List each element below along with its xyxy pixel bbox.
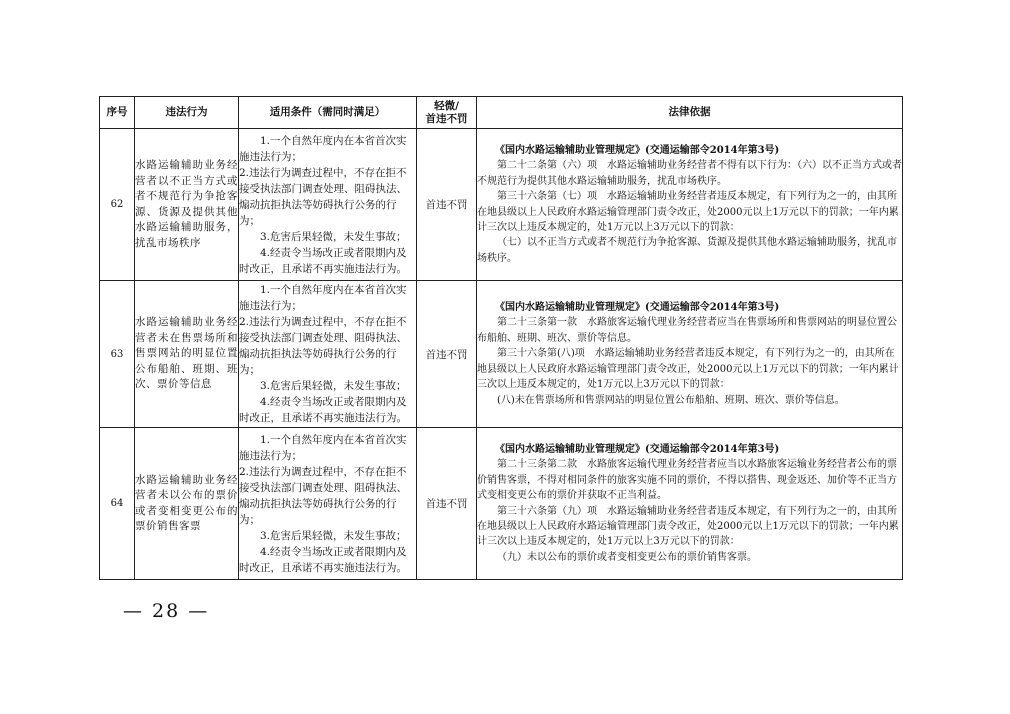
- penalty-type: 首违不罚: [417, 428, 477, 580]
- header-basis: 法律依据: [477, 97, 903, 129]
- row-number: 63: [100, 281, 135, 428]
- condition-item: 4.经责令当场改正或者限期内及时改正，且承诺不再实施违法行为。: [239, 246, 407, 275]
- table-row: [100, 129, 903, 281]
- row-number: 64: [100, 428, 135, 580]
- condition-item: 1.一个自然年度内在本省首次实施违法行为；: [239, 134, 407, 163]
- penalty-type: 首违不罚: [417, 281, 477, 428]
- legal-basis: [477, 129, 903, 281]
- condition-item: 3.危害后果轻微，未发生事故；: [260, 380, 407, 392]
- condition-item: 1.一个自然年度内在本省首次实施违法行为；: [239, 284, 407, 312]
- table-row: [100, 428, 903, 580]
- violation-text: 水路运输辅助业务经营者未以公布的票价或者变相变更公布的票价销售客票: [135, 428, 239, 580]
- header-penalty-line1: 轻微/: [434, 99, 459, 112]
- condition-item: 2.违法行为调查过程中，不存在拒不接受执法部门调查处理、阻碍执法、煽动抗拒执法等妨碍执行公务的行为；: [239, 166, 407, 227]
- basis-paragraph: 第二十三条第二款 水路旅客运输代理业务经营者应当以水路旅客运输业务经营者公布的票价销售客票，不得对相同条件的旅客实施不同的票价，不得以搭售、现金返还、加价等不正当方式变相变更公布的票价并获取不正当利益。: [477, 459, 897, 502]
- condition-item: 4.经责令当场改正或者限期内及时改正，且承诺不再实施违法行为。: [239, 396, 407, 424]
- condition-item: 4.经责令当场改正或者限期内及时改正，且承诺不再实施违法行为。: [239, 545, 407, 574]
- page-number: — 28 —: [123, 600, 210, 622]
- basis-paragraph: (八)未在售票场所和售票网站的明显位置公布船舶、班期、班次、票价等信息。: [497, 394, 845, 406]
- regulation-title: 《国内水路运输辅助业管理规定》(交通运输部令2014年第3号): [495, 302, 780, 314]
- regulation-title: 《国内水路运输辅助业管理规定》(交通运输部令2014年第3号): [495, 443, 780, 455]
- basis-paragraph: （七）以不正当方式或者不规范行为争抢客源、货源及提供其他水路运输辅助服务，扰乱市场秩序。: [477, 237, 897, 264]
- basis-paragraph: 第三十六条第（七）项 水路运输辅助业务经营者违反本规定，有下列行为之一的，由其所在地县级以上人民政府水路运输管理部门责令改正，处2000元以上1万元以下的罚款；一年内累计三次以上违反本规定的，处1万元以上3万元以下的罚款：: [477, 191, 899, 233]
- legal-basis: [477, 428, 903, 580]
- condition-item: 1.一个自然年度内在本省首次实施违法行为；: [239, 433, 407, 462]
- basis-paragraph: 第二十三条第一款 水路旅客运输代理业务经营者应当在售票场所和售票网站的明显位置公布船舶、班期、班次、票价等信息。: [477, 317, 897, 344]
- condition-item: 3.危害后果轻微，未发生事故；: [260, 230, 407, 243]
- conditions: [239, 281, 417, 428]
- regulation-title: 《国内水路运输辅助业管理规定》(交通运输部令2014年第3号): [495, 144, 780, 156]
- basis-paragraph: 第二十二条第（六）项 水路运输辅助业务经营者不得有以下行为：（六）以不正当方式或者不规范行为提供其他水路运输辅助服务，扰乱市场秩序。: [477, 160, 902, 187]
- header-act: 违法行为: [135, 97, 239, 129]
- enforcement-table: [99, 96, 903, 580]
- conditions: [239, 428, 417, 580]
- condition-item: 3.危害后果轻微，未发生事故；: [260, 529, 407, 542]
- penalty-type: 首违不罚: [417, 129, 477, 281]
- table-row: [100, 281, 903, 428]
- header-penalty-line2: 首违不罚: [425, 112, 468, 125]
- row-number: 62: [100, 129, 135, 281]
- condition-item: 2.违法行为调查过程中，不存在拒不接受执法部门调查处理、阻碍执法、煽动抗拒执法等妨碍执行公务的行为；: [239, 465, 407, 526]
- table-header-row: [100, 97, 903, 129]
- legal-basis: [477, 281, 903, 428]
- header-no: 序号: [100, 97, 135, 129]
- header-penalty: [417, 97, 477, 129]
- conditions: [239, 129, 417, 281]
- basis-paragraph: 第三十六条第（九）项 水路运输辅助业务经营者违反本规定，有下列行为之一的，由其所在地县级以上人民政府水路运输管理部门责令改正，处2000元以上1万元以下的罚款；一年内累计三次以上违反本规定的，处1万元以上3万元以下的罚款：: [477, 505, 899, 548]
- violation-text: 水路运输辅助业务经营者未在售票场所和售票网站的明显位置公布船舶、班期、班次、票价等信息: [135, 281, 239, 428]
- violation-text: 水路运输辅助业务经营者以不正当方式或者不规范行为争抢客源、货源及提供其他水路运输辅助服务，扰乱市场秩序: [135, 129, 239, 281]
- basis-paragraph: （九）未以公布的票价或者变相变更公布的票价销售客票。: [497, 551, 757, 563]
- basis-paragraph: 第三十六条第(八)项 水路运输辅助业务经营者违反本规定，有下列行为之一的，由其所在地县级以上人民政府水路运输管理部门责令改正，处2000元以上1万元以下的罚款；一年内累计三次以上违反本规定的，处1万元以上3万元以下的罚款：: [477, 348, 899, 391]
- condition-item: 2.违法行为调查过程中，不存在拒不接受执法部门调查处理、阻碍执法、煽动抗拒执法等妨碍执行公务的行为；: [239, 316, 407, 376]
- header-cond: 适用条件（需同时满足）: [239, 97, 417, 129]
